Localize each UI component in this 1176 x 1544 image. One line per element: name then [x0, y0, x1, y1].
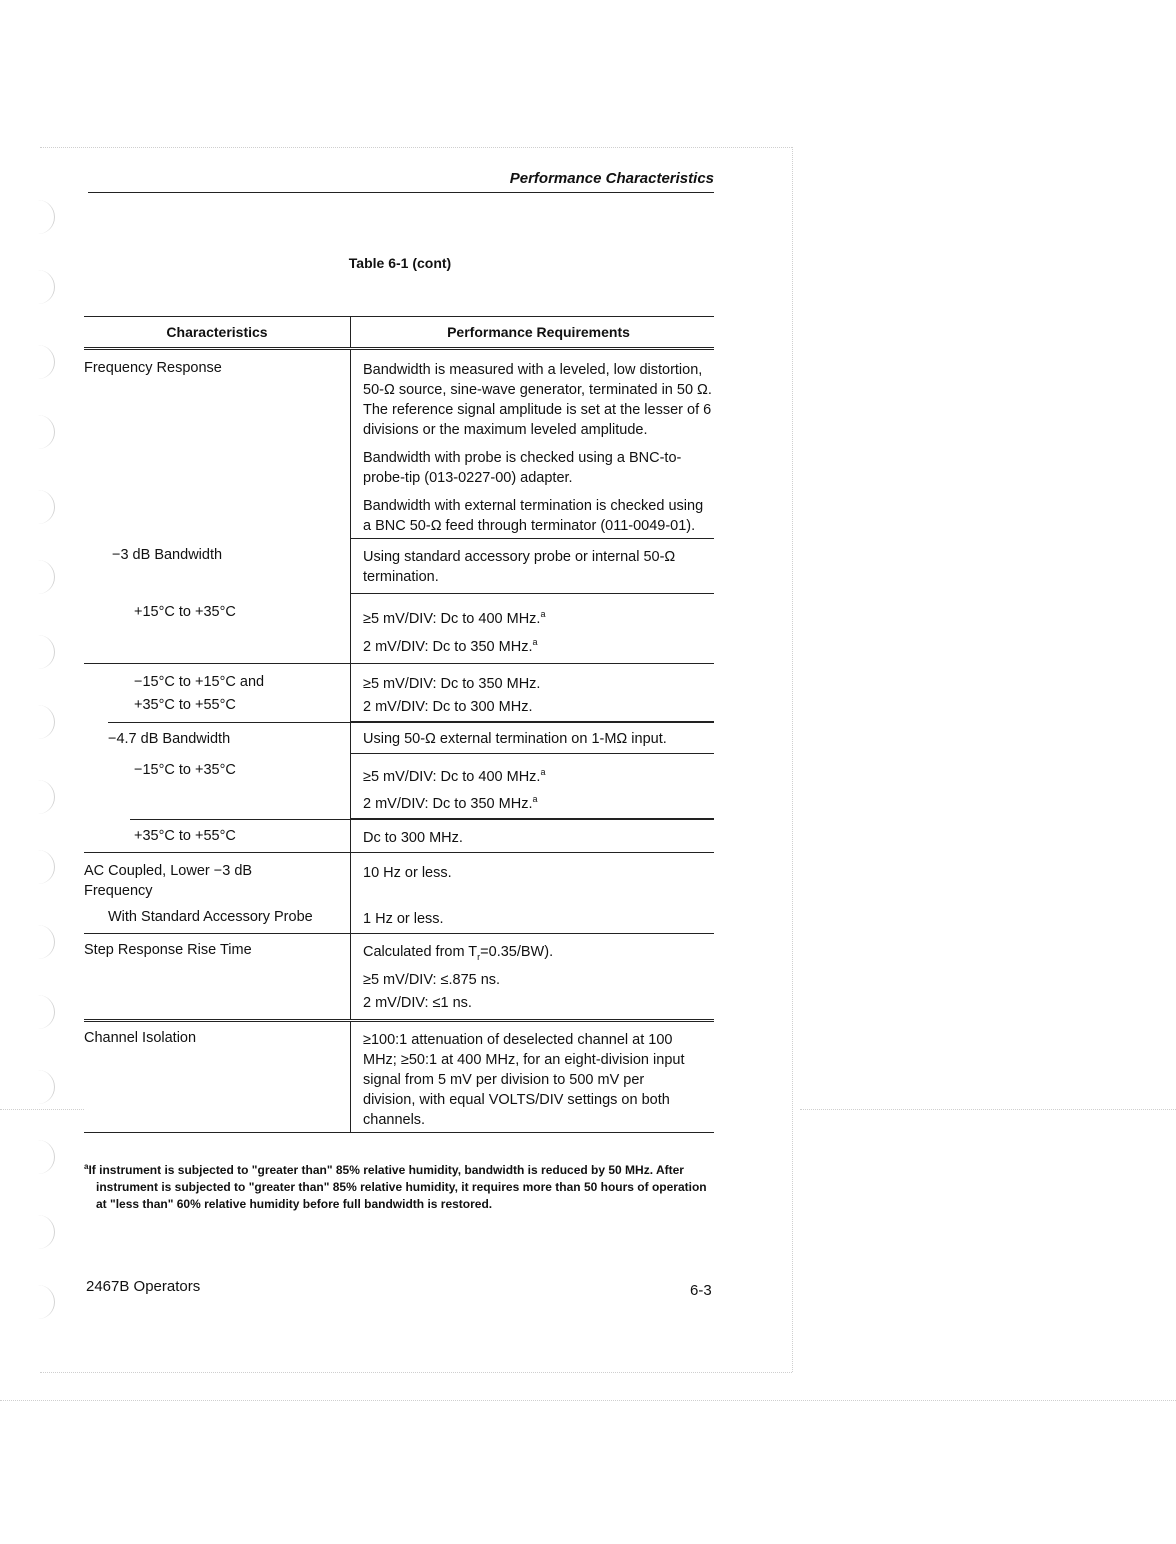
subscript: r — [477, 952, 481, 963]
binder-hole — [36, 415, 55, 449]
page-header-title: Performance Characteristics — [509, 170, 714, 187]
footnote-ref: a — [532, 636, 538, 647]
footnote-ref: a — [532, 794, 538, 805]
footnote-ref: a — [540, 766, 546, 777]
characteristic-label: −15°C to +35°C — [134, 761, 236, 778]
table-row — [130, 819, 714, 852]
scan-border-top — [40, 147, 792, 148]
requirement-paragraph: Bandwidth with external termination is checked using a BNC 50-Ω feed through terminator (011-0049-01). — [363, 498, 704, 534]
requirement-line: 2 mV/DIV: Dc to 350 MHz. — [363, 796, 533, 813]
footnote-marker: a — [84, 1162, 89, 1171]
binder-hole — [36, 270, 55, 304]
requirement-paragraph: Bandwidth with probe is checked using a BNC-to-probe-tip (013-0227-00) adapter. — [363, 450, 682, 486]
requirement-cell — [350, 934, 714, 1019]
characteristic-cell — [84, 594, 350, 664]
binder-hole — [36, 1070, 55, 1104]
table-header — [84, 316, 714, 350]
table-row — [84, 852, 714, 901]
requirement-line: 2 mV/DIV: ≤1 ns. — [363, 995, 472, 1012]
column-header-characteristics: Characteristics — [166, 324, 268, 340]
scan-border-mid — [0, 1109, 84, 1110]
requirement-cell — [350, 664, 714, 722]
binder-hole — [36, 1215, 55, 1249]
binder-hole — [36, 995, 55, 1029]
footnote-ref: a — [540, 609, 546, 619]
table-row — [84, 539, 714, 594]
binder-hole — [36, 780, 55, 814]
binder-hole — [36, 705, 55, 739]
table-row — [84, 933, 714, 1019]
characteristic-cell: With Standard Accessory Probe — [108, 909, 313, 926]
characteristic-cell: −3 dB Bandwidth — [112, 547, 223, 563]
binder-hole — [36, 635, 55, 669]
characteristic-cell: Step Response Rise Time — [84, 942, 252, 959]
table-row — [84, 754, 714, 820]
characteristic-label: +35°C to +55°C — [134, 696, 236, 713]
characteristic-cell: AC Coupled, Lower −3 dB Frequency — [84, 863, 253, 900]
characteristic-cell — [84, 664, 350, 722]
requirement-paragraph: Bandwidth is measured with a leveled, low distortion, 50-Ω source, sine-wave generator, terminated in 50 Ω. The reference signal amplitude is set at the lesser of 6 divisions or the maximum leveled amplitude. — [363, 362, 712, 438]
table-row — [84, 664, 714, 722]
characteristic-cell: −4.7 dB Bandwidth — [108, 730, 231, 747]
requirement-cell — [350, 350, 714, 539]
table-footnote — [84, 1158, 714, 1213]
requirement-cell: 1 Hz or less. — [350, 901, 714, 933]
requirement-line: 2 mV/DIV: Dc to 300 MHz. — [363, 698, 533, 715]
requirement-line: ≥5 mV/DIV: Dc to 400 MHz. — [363, 768, 541, 785]
binder-hole — [36, 490, 55, 524]
requirement-line: Calculated from T — [363, 944, 478, 961]
binder-hole — [36, 345, 55, 379]
table-row — [84, 901, 714, 933]
binder-hole — [36, 1140, 55, 1174]
table-row — [108, 722, 714, 754]
table-title: Table 6-1 (cont) — [348, 255, 452, 271]
characteristic-cell: Frequency Response — [84, 360, 222, 376]
binder-hole — [36, 1285, 55, 1319]
characteristic-cell: +35°C to +55°C — [134, 828, 236, 845]
characteristic-label: −15°C to +15°C and — [134, 673, 265, 690]
manual-name: 2467B Operators — [86, 1278, 201, 1295]
requirement-cell — [350, 594, 714, 664]
requirement-cell: Using 50-Ω external termination on 1-MΩ input. — [350, 723, 714, 754]
page-number: 6-3 — [690, 1282, 712, 1299]
requirement-cell: 10 Hz or less. — [350, 853, 714, 901]
requirement-line: =0.35/BW). — [480, 944, 554, 961]
table-row — [84, 594, 714, 664]
binder-hole — [36, 200, 55, 234]
scan-border-mid-right — [800, 1109, 1176, 1110]
requirement-line: ≥5 mV/DIV: Dc to 350 MHz. — [363, 675, 541, 692]
binder-hole — [36, 925, 55, 959]
requirement-cell: ≥100:1 attenuation of deselected channel at 100 MHz; ≥50:1 at 400 MHz, for an eight-division input signal from 5 mV per division to 500 mV per division, with equal VOLTS/DIV settings on both channels. — [350, 1022, 714, 1132]
header-rule — [88, 192, 714, 193]
spec-table — [84, 316, 714, 1133]
scan-border-lower — [0, 1400, 1176, 1401]
requirement-line: ≥5 mV/DIV: Dc to 400 MHz. — [363, 610, 541, 627]
scan-border-bottom — [40, 1372, 792, 1373]
table-row — [84, 350, 714, 539]
requirement-cell: Dc to 300 MHz. — [350, 820, 714, 852]
characteristic-cell — [84, 754, 350, 820]
column-header-requirements: Performance Requirements — [350, 317, 714, 347]
table-row — [84, 1019, 714, 1133]
binder-hole — [36, 560, 55, 594]
requirement-line: ≥5 mV/DIV: ≤.875 ns. — [363, 972, 501, 989]
characteristic-label: +15°C to +35°C — [134, 604, 236, 620]
footnote-text: If instrument is subjected to "greater than" 85% relative humidity, bandwidth is reduced by 50 MHz. After instrument is subjected to "greater than" 85% relative humidity, it requires more than 50 hours of operation at "less than" 60% relative humidity before full bandwidth is restored. — [88, 1163, 707, 1211]
characteristic-cell: Channel Isolation — [84, 1030, 197, 1047]
requirement-cell — [350, 754, 714, 820]
binder-hole — [36, 850, 55, 884]
requirement-line: 2 mV/DIV: Dc to 350 MHz. — [363, 638, 533, 655]
scan-border-right — [792, 147, 793, 1372]
requirement-cell: Using standard accessory probe or internal 50-Ω termination. — [350, 539, 714, 594]
